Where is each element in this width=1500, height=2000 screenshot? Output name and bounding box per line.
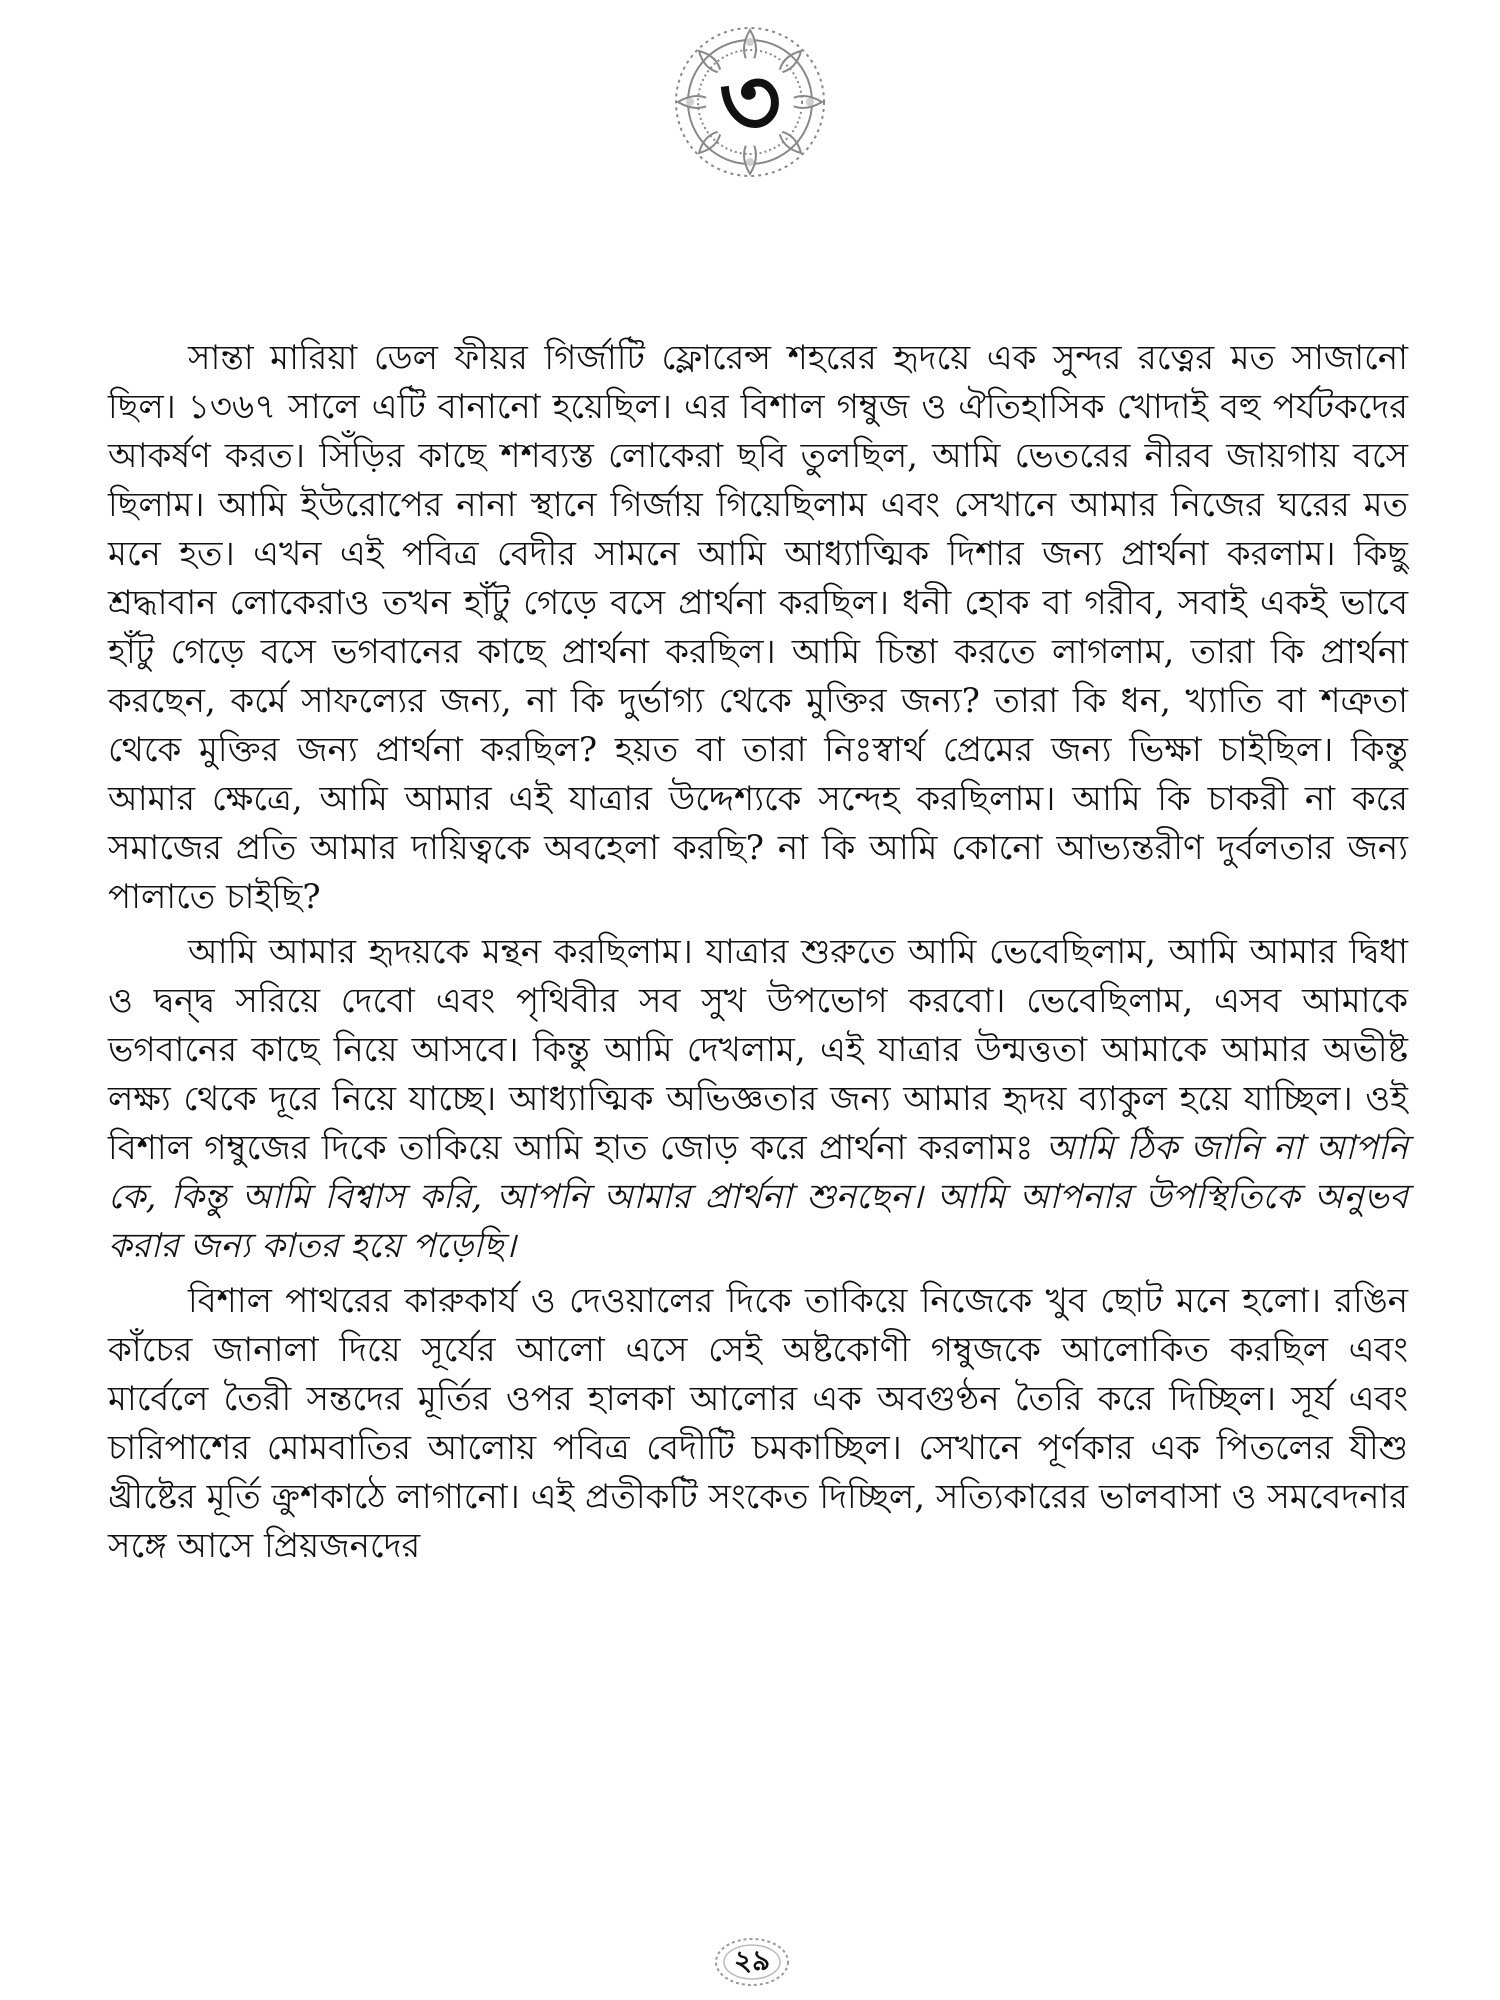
page-footer [712,1936,792,1988]
paragraph-1-text: সান্তা মারিয়া ডেল ফীয়র গির্জাটি ফ্লোরেন্স শহরের হৃদয়ে এক সুন্দর রত্নের মত সাজানো ছিল। ১৩৬৭ সালে এটি বানানো হয়েছিল। এর বিশাল গম্বুজ ও ঐতিহাসিক খোদাই বহু পর্যটকদের আকর্ষণ করত। সিঁড়ির কাছে শশব্যস্ত লোকেরা ছবি তুলছিল, আমি ভেতরের নীরব জায়গায় বসে ছিলাম। আমি ইউরোপের নানা স্থানে গির্জায় গিয়েছিলাম এবং সেখানে আমার নিজের ঘরের মত মনে হত। এখন এই পবিত্র বেদীর সামনে আমি আধ্যাত্মিক দিশার জন্য প্রার্থনা করলাম। কিছু শ্রদ্ধাবান লোকেরাও তখন হাঁটু গেড়ে বসে প্রার্থনা করছিল। ধনী হোক বা গরীব, সবাই একই ভাবে হাঁটু গেড়ে বসে ভগবানের কাছে প্রার্থনা করছিল। আমি চিন্তা করতে লাগলাম, তারা কি প্রার্থনা করছেন, কর্মে সাফল্যের জন্য, না কি দুর্ভাগ্য থেকে মুক্তির জন্য? তারা কি ধন, খ্যাতি বা শত্রুতা থেকে মুক্তির জন্য প্রার্থনা করছিল? হয়ত বা তারা নিঃস্বার্থ প্রেমের জন্য ভিক্ষা চাইছিল। কিন্তু আমার ক্ষেত্রে, আমি আমার এই যাত্রার উদ্দেশ্যকে সন্দেহ করছিলাম। আমি কি চাকরী না করে সমাজের প্রতি আমার দায়িত্বকে অবহেলা করছি? না কি আমি কোনো আভ্যন্তরীণ দুর্বলতার জন্য পালাতে চাইছি? [108,338,1408,917]
prayer-quote: আমি ঠিক জানি না আপনি কে, কিন্তু আমি বিশ্বাস করি, আপনি আমার প্রার্থনা শুনছেন। আমি আপনার উপস্থিতিকে অনুভব করার জন্য কাতর হয়ে পড়েছি। [108,1128,1408,1266]
paragraph-1 [108,334,1408,922]
page-number: ২৯ [733,1943,771,1977]
chapter-number: ৩ [718,45,782,158]
body-text [108,334,1408,1571]
paragraph-2-text: আমি আমার হৃদয়কে মন্থন করছিলাম। যাত্রার শুরুতে আমি ভেবেছিলাম, আমি আমার দ্বিধা ও দ্বন্দ্ব সরিয়ে দেবো এবং পৃথিবীর সব সুখ উপভোগ করবো। ভেবেছিলাম, এসব আমাকে ভগবানের কাছে নিয়ে আসবে। কিন্তু আমি দেখলাম, এই যাত্রার উন্মত্ততা আমাকে আমার অভীষ্ট লক্ষ্য থেকে দূরে নিয়ে যাচ্ছে। আধ্যাত্মিক অভিজ্ঞতার জন্য আমার হৃদয় ব্যাকুল হয়ে যাচ্ছিল। ওই বিশাল গম্বুজের দিকে তাকিয়ে আমি হাত জোড় করে প্রার্থনা করলামঃ [108,932,1408,1168]
chapter-ornament [670,22,830,182]
paragraph-3 [108,1277,1408,1571]
paragraph-3-text: বিশাল পাথরের কারুকার্য ও দেওয়ালের দিকে তাকিয়ে নিজেকে খুব ছোট মনে হলো। রঙিন কাঁচের জানালা দিয়ে সূর্যের আলো এসে সেই অষ্টকোণী গম্বুজকে আলোকিত করছিল এবং মার্বেলে তৈরী সন্তদের মূর্তির ওপর হালকা আলোর এক অবগুণ্ঠন তৈরি করে দিচ্ছিল। সূর্য এবং চারিপাশের মোমবাতির আলোয় পবিত্র বেদীটি চমকাচ্ছিল। সেখানে পূর্ণকার এক পিতলের যীশু খ্রীষ্টের মূর্তি ক্রুশকাঠে লাগানো। এই প্রতীকটি সংকেত দিচ্ছিল, সত্যিকারের ভালবাসা ও সমবেদনার সঙ্গে আসে প্রিয়জনদের [108,1281,1408,1566]
paragraph-2 [108,928,1408,1271]
